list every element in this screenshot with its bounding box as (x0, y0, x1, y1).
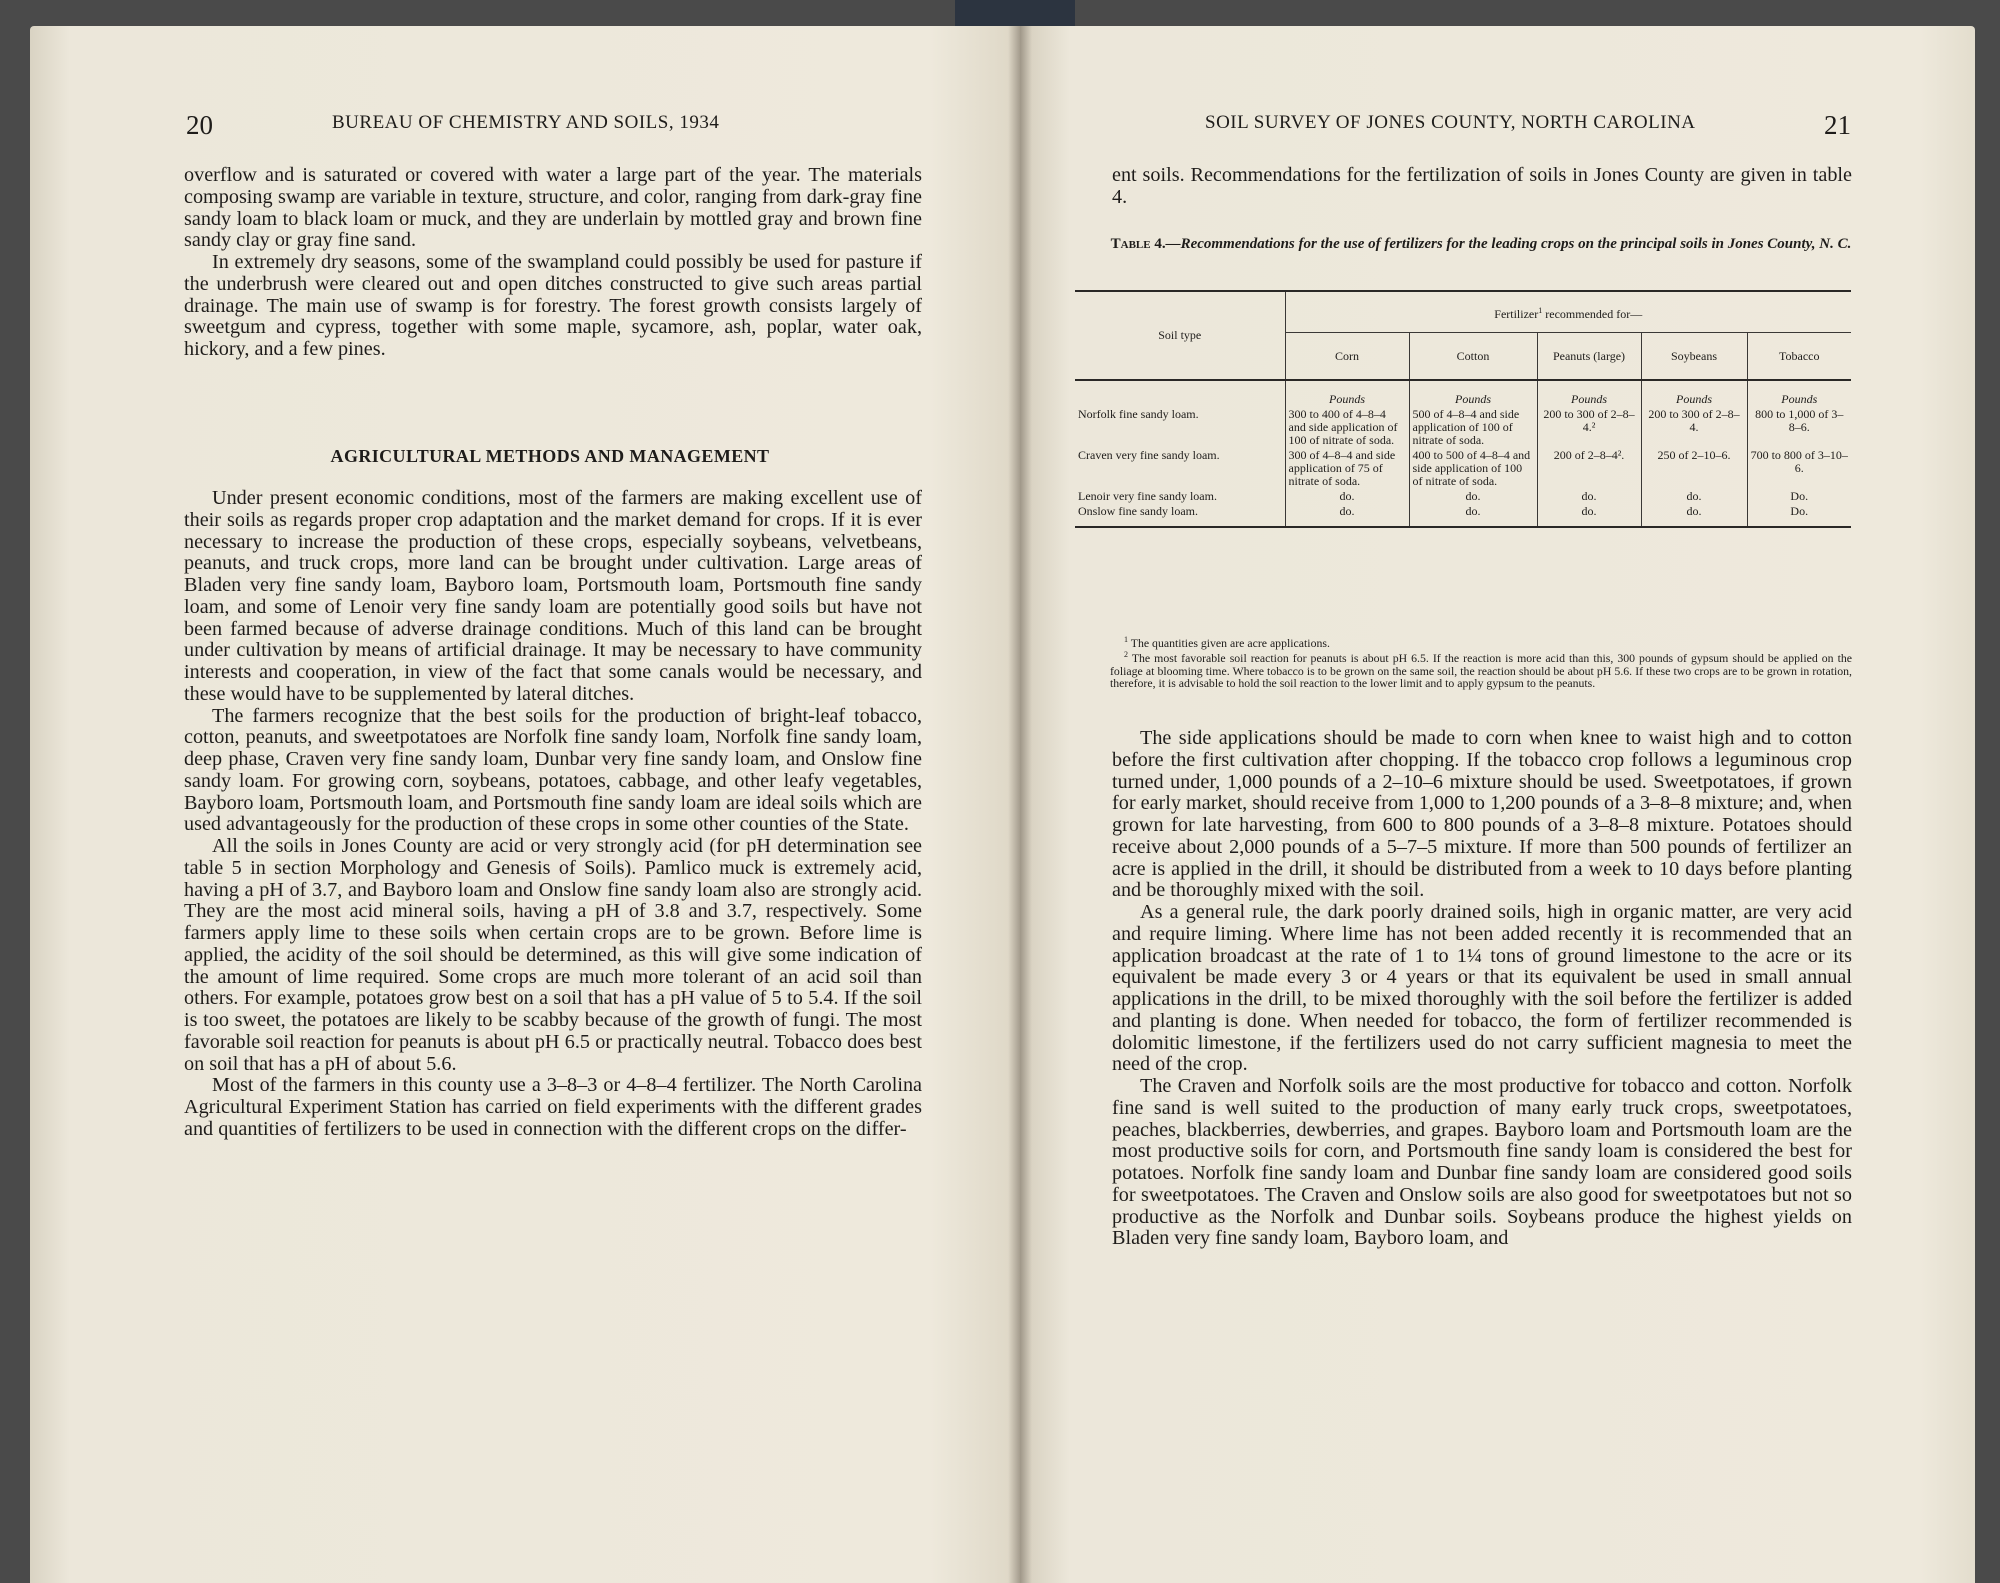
table-row (1075, 489, 1851, 504)
group-header-suffix: recommended for— (1542, 306, 1643, 321)
soybeans-cell: do. (1641, 504, 1747, 527)
paragraph: The side applications should be made to corn when knee to waist high and to cotton before the first cultivation after chopping. If the tobacco crop follows a leguminous crop turned under, 1,000 pounds of a 2–10–6 mixture should be used. Sweetpotatoes, if grown for early market, should receive from 1,000 to 1,200 pounds of a 3–8–8 mixture; and, when grown for late harvesting, from 600 to 800 pounds of a 3–8–8 mixture. Potatoes should receive about 2,000 pounds of a 5–7–5 mixture. If more than 500 pounds of fertilizer an acre is applied in the drill, it should be distributed from a week to 10 days before planting and be thoroughly mixed with the soil. (1112, 727, 1852, 902)
right-running-head: SOIL SURVEY OF JONES COUNTY, NORTH CAROLINA (1205, 112, 1696, 133)
table-row (1075, 407, 1851, 448)
table-caption (1110, 235, 1852, 254)
footnote (1110, 634, 1852, 649)
corn-cell: do. (1285, 489, 1409, 504)
tobacco-cell: 700 to 800 of 3–10–6. (1747, 448, 1851, 489)
soil-cell: Craven very fine sandy loam. (1078, 448, 1220, 462)
paragraph: overflow and is saturated or covered with water a large part of the year. The materials composing swamp are variable in texture, structure, and color, ranging from dark-gray fine sandy loam to black loam or muck, and they are underlain by mottled gray and brown fine sandy clay or gray fine sand. (184, 164, 922, 252)
paragraph: Most of the farmers in this county use a 3–8–3 or 4–8–4 fertilizer. The North Carolina Agricultural Experiment Station has carried on field experiments with the different grades and quantities of fertilizers to be used in connection with the different crops on the differ- (184, 1074, 922, 1140)
paragraph: Under present economic conditions, most of the farmers are making excellent use of their soils as regards proper crop adaptation and the market demand for crops. If it is ever necessary to increase the production of these crops, especially soybeans, velvetbeans, peanuts, and truck crops, more land can be brought under cultivation. Large areas of Bladen very fine sandy loam, Bayboro loam, Portsmouth loam, Portsmouth fine sandy loam, and some of Lenoir very fine sandy loam are potentially good soils but have not been farmed because of adverse drainage conditions. Much of this land can be brought under cultivation by means of artificial drainage. It may be necessary to have community interests and cooperation, in view of the fact that some canals would be necessary, and these would have to be supplemented by lateral ditches. (184, 487, 922, 705)
column-header-tobacco: Tobacco (1747, 333, 1851, 381)
soil-cell: Norfolk fine sandy loam. (1078, 407, 1199, 421)
corn-cell: 300 of 4–8–4 and side application of 75 of nitrate of soda. (1285, 448, 1409, 489)
fertilizer-group-header (1285, 291, 1851, 333)
paragraph: All the soils in Jones County are acid or very strongly acid (for pH determination see table 5 in section Morphology and Genesis of Soils). Pamlico muck is extremely acid, having a pH of 3.7, and Bayboro loam and Onslow fine sandy loam also are strongly acid. They are the most acid mineral soils, having a pH of 3.8 and 3.7, respectively. Some farmers apply lime to these soils when certain crops are to be grown. Before lime is applied, the acidity of the soil should be determined, as this will give some indication of the amount of lime required. Some crops are much more tolerant of an acid soil than others. For example, potatoes grow best on a soil that has a pH value of 5 to 5.4. If the soil is too sweet, the potatoes are likely to be scabby because of the growth of fungi. The most favorable soil reaction for peanuts is about pH 6.5 or practically neutral. Tobacco does best on soil that has a pH of about 5.6. (184, 835, 922, 1075)
soybeans-cell: 200 to 300 of 2–8–4. (1641, 407, 1747, 448)
page-gutter (1008, 26, 1032, 1583)
column-header-cotton: Cotton (1409, 333, 1537, 381)
cotton-cell: do. (1409, 489, 1537, 504)
left-page-number: 20 (186, 110, 213, 140)
cotton-cell: do. (1409, 504, 1537, 527)
table-row (1075, 448, 1851, 489)
table-caption-lead: Table 4. (1110, 236, 1166, 252)
cotton-cell: 400 to 500 of 4–8–4 and side application of 100 of nitrate of soda. (1409, 448, 1537, 489)
soybeans-cell: 250 of 2–10–6. (1641, 448, 1747, 489)
soil-cell: Lenoir very fine sandy loam. (1078, 489, 1217, 503)
book-spine (955, 0, 1075, 26)
tobacco-cell: 800 to 1,000 of 3–8–6. (1747, 407, 1851, 448)
fertilizer-table (1075, 290, 1851, 528)
soybeans-cell: do. (1641, 489, 1747, 504)
paragraph: In extremely dry seasons, some of the swampland could possibly be used for pasture if the underbrush were cleared out and open ditches constructed to give such areas partial drainage. The main use of swamp is for forestry. The forest growth consists largely of sweetgum and cypress, together with some maple, sycamore, ash, poplar, water oak, hickory, and a few pines. (184, 251, 922, 360)
tobacco-cell: Do. (1747, 504, 1851, 527)
corn-cell: 300 to 400 of 4–8–4 and side application of 100 of nitrate of soda. (1285, 407, 1409, 448)
soil-type-header: Soil type (1158, 328, 1202, 342)
soil-cell: Onslow fine sandy loam. (1078, 504, 1198, 518)
paragraph: The Craven and Norfolk soils are the most productive for tobacco and cotton. Norfolk fine sand is well suited to the production of many early truck crops, sweetpotatoes, peaches, blackberries, dewberries, and grapes. Bayboro loam and Portsmouth loam are the most productive soils for corn, and Portsmouth fine sandy loam is considered the best for potatoes. Norfolk fine sandy loam and Dunbar fine sandy loam are considered good soils for sweetpotatoes. The Craven and Onslow soils are also good for sweetpotatoes but not so productive as the Norfolk and Dunbar soils. Soybeans produce the highest yields on Bladen very fine sandy loam, Bayboro loam, and (1112, 1075, 1852, 1250)
corn-cell: do. (1285, 504, 1409, 527)
column-header-corn: Corn (1285, 333, 1409, 381)
group-header-text: Fertilizer (1494, 306, 1539, 321)
units-label: Pounds (1747, 380, 1851, 407)
peanuts-cell: do. (1537, 504, 1641, 527)
footnote-mark: 1 (1124, 635, 1128, 644)
paragraph: As a general rule, the dark poorly drained soils, high in organic matter, are very acid and require liming. Where lime has not been added recently it is recommended that an application broadcast at the rate of 1 to 1¼ tons of ground limestone to the acre or its equivalent be made every 3 or 4 years or that its equivalent be used in small annual applications in the drill, to be mixed thoroughly with the soil before the fertilizer is added and planting is done. When needed for tobacco, the form of fertilizer recommended is dolomitic limestone, if the fertilizers used do not carry sufficient magnesia to meet the need of the crop. (1112, 901, 1852, 1076)
footnote-text: The most favorable soil reaction for peanuts is about pH 6.5. If the reaction is more acid than this, 300 pounds of gypsum should be applied on the foliage at blooming time. Where tobacco is to be grown on the same soil, the reaction should be about pH 5.6. If these two crops are to be grown in rotation, therefore, it is advisable to hold the soil reaction to the lower limit and to apply gypsum to the peanuts. (1110, 651, 1852, 691)
right-column-body (1112, 728, 1852, 1250)
left-column-top (184, 165, 922, 361)
units-row (1075, 380, 1851, 407)
right-page-number: 21 (1824, 110, 1851, 140)
units-label: Pounds (1285, 380, 1409, 407)
footnote-mark: 2 (1124, 650, 1128, 660)
paragraph: ent soils. Recommendations for the fertilization of soils in Jones County are given in table 4. (1112, 164, 1852, 208)
paragraph: The farmers recognize that the best soils for the production of bright-leaf tobacco, cotton, peanuts, and sweetpotatoes are Norfolk fine sandy loam, Norfolk fine sandy loam, deep phase, Craven very fine sandy loam, Dunbar very fine sandy loam, and Onslow fine sandy loam. For growing corn, soybeans, potatoes, cabbage, and other leafy vegetables, Bayboro loam, Portsmouth loam, and Portsmouth fine sandy loam are ideal soils which are used advantageously for the production of these crops in some other counties of the State. (184, 704, 922, 836)
column-header-soybeans: Soybeans (1641, 333, 1747, 381)
table-footnotes (1110, 634, 1852, 690)
right-intro (1112, 165, 1852, 209)
table-row (1075, 504, 1851, 527)
footnote-text: The quantities given are acre applications. (1130, 635, 1330, 650)
group-header-sup: 1 (1538, 305, 1543, 315)
peanuts-cell: 200 of 2–8–4². (1537, 448, 1641, 489)
footnote (1110, 649, 1852, 689)
cotton-cell: 500 of 4–8–4 and side application of 100 of nitrate of soda. (1409, 407, 1537, 448)
peanuts-cell: do. (1537, 489, 1641, 504)
units-label: Pounds (1641, 380, 1747, 407)
units-label: Pounds (1537, 380, 1641, 407)
column-header-peanuts: Peanuts (large) (1537, 333, 1641, 381)
peanuts-cell: 200 to 300 of 2–8–4.² (1537, 407, 1641, 448)
left-column-body (184, 488, 922, 1141)
tobacco-cell: Do. (1747, 489, 1851, 504)
section-heading: AGRICULTURAL METHODS AND MANAGEMENT (330, 446, 770, 466)
table-caption-title: —Recommendations for the use of fertilizers for the leading crops on the principal soils in Jones County, N. C. (1165, 236, 1852, 252)
left-running-head: BUREAU OF CHEMISTRY AND SOILS, 1934 (332, 112, 720, 133)
units-label: Pounds (1409, 380, 1537, 407)
